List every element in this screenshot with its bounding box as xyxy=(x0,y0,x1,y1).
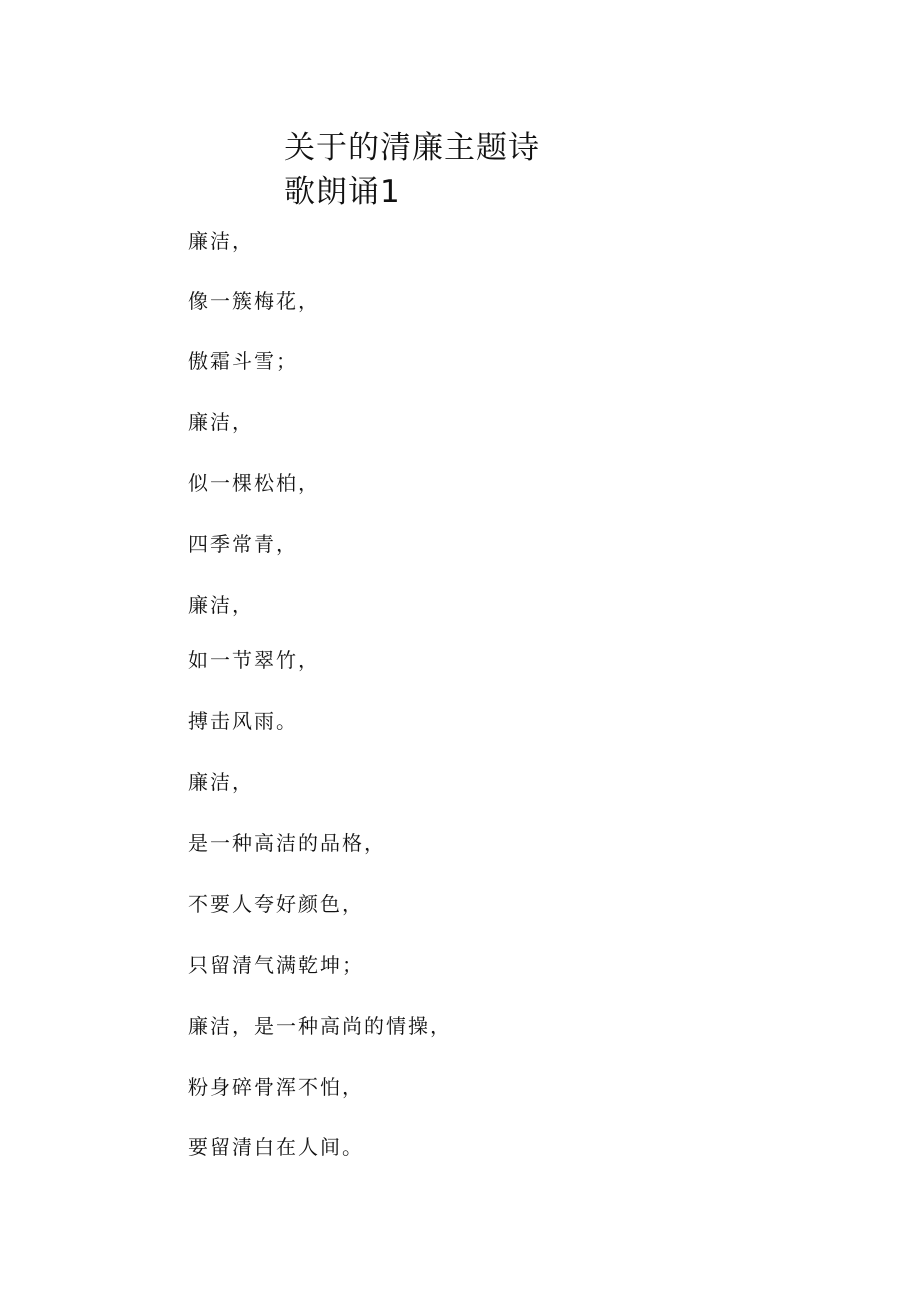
poem-line: 只留清气满乾坤； xyxy=(188,953,364,977)
poem-line: 廉洁， xyxy=(188,593,254,617)
poem-line: 傲霜斗雪； xyxy=(188,349,298,373)
poem-line: 要留清白在人间。 xyxy=(188,1135,364,1159)
poem-line: 廉洁， xyxy=(188,410,254,434)
poem-line: 不要人夸好颜色， xyxy=(188,892,364,916)
title-line-1: 关于的清廉主题诗 xyxy=(284,130,540,166)
poem-line: 似一棵松柏， xyxy=(188,471,320,495)
poem-line: 是一种高洁的品格， xyxy=(188,831,386,855)
poem-line: 廉洁， xyxy=(188,229,254,253)
poem-line: 廉洁， xyxy=(188,770,254,794)
poem-line: 如一节翠竹， xyxy=(188,648,320,672)
title-line-2: 歌朗诵1 xyxy=(284,174,401,210)
poem-line: 粉身碎骨浑不怕， xyxy=(188,1075,364,1099)
poem-line: 廉洁，是一种高尚的情操， xyxy=(188,1014,452,1038)
poem-line: 像一簇梅花， xyxy=(188,289,320,313)
page-title xyxy=(284,126,584,214)
poem-line: 四季常青， xyxy=(188,532,298,556)
poem-line: 搏击风雨。 xyxy=(188,709,298,733)
